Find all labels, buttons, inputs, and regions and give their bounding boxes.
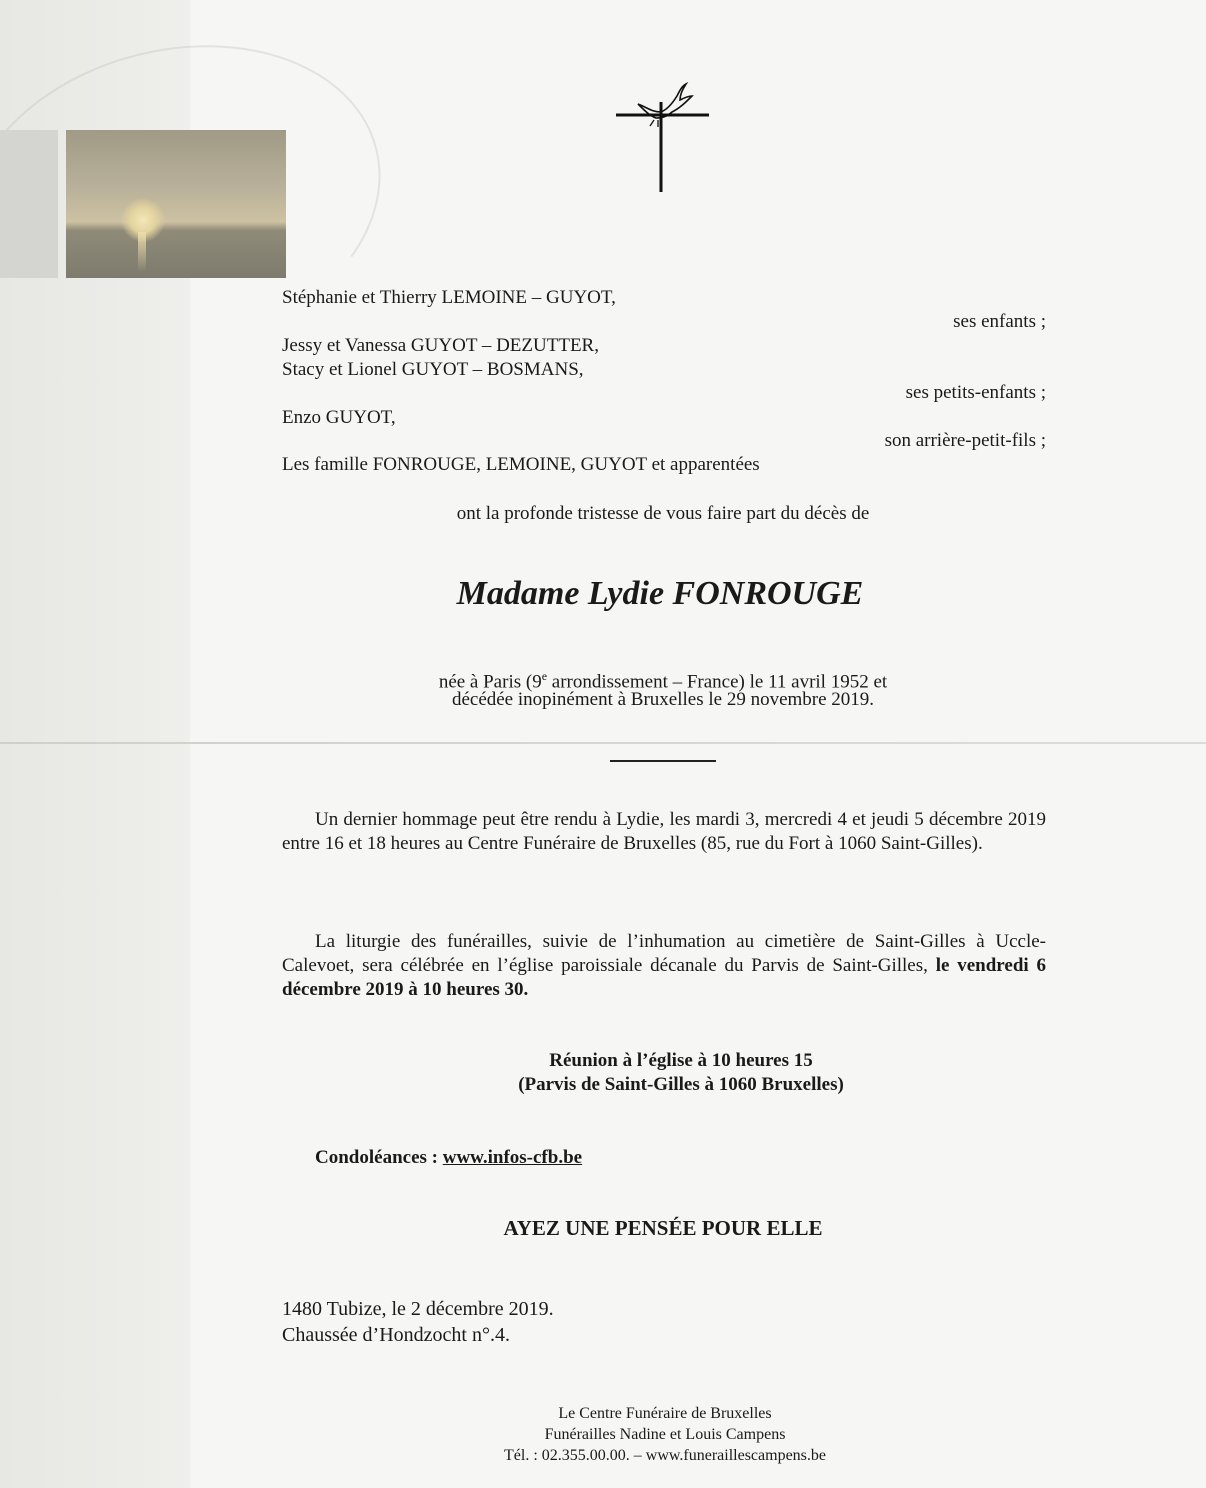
family-line-grandchildren-1: Jessy et Vanessa GUYOT – DEZUTTER, (282, 335, 599, 356)
death-line: décédée inopinément à Bruxelles le 29 novembre 2019. (451, 689, 875, 710)
role-children: ses enfants ; (953, 311, 1046, 332)
paper-fold-line (0, 742, 1206, 744)
liturgy-text: La liturgie des funérailles, suivie de l’inhumation au cimetière de Saint-Gilles à Uccle-Calevoet, sera célébrée en l’église paroissiale décanale du Parvis de Saint-Gilles, (282, 931, 1046, 976)
footer-line-1: Le Centre Funéraire de Bruxelles (558, 1405, 772, 1422)
footer-line-2: Funérailles Nadine et Louis Campens (544, 1426, 786, 1443)
condolences-link[interactable]: www.infos-cfb.be (442, 1147, 583, 1168)
family-line-children: Stéphanie et Thierry LEMOINE – GUYOT, (282, 287, 616, 308)
role-great-grandchild: son arrière-petit-fils ; (884, 430, 1046, 451)
photo-side-panel (0, 130, 58, 278)
sunset-photo (66, 130, 286, 278)
announcement-text: ont la profonde tristesse de vous faire part du décès de (456, 503, 870, 524)
liturgy-paragraph (282, 930, 1046, 1002)
cross-with-dove-icon (614, 80, 714, 196)
closing-text: AYEZ UNE PENSÉE POUR ELLE (503, 1216, 823, 1240)
condolences-label: Condoléances : (315, 1147, 443, 1168)
condolences-line (315, 1146, 582, 1170)
family-line-great-grandchild: Enzo GUYOT, (282, 407, 396, 428)
meeting-line-2: (Parvis de Saint-Gilles à 1060 Bruxelles) (518, 1074, 844, 1095)
deceased-name: Madame Lydie FONROUGE (456, 575, 864, 612)
homage-paragraph: Un dernier hommage peut être rendu à Lydie, les mardi 3, mercredi 4 et jeudi 5 décembre 2019 entre 16 et 18 heures au Centre Funéraire de Bruxelles (85, rue du Fort à 1060 Saint-Gilles). (282, 809, 1046, 854)
birth-superscript: e (541, 669, 548, 683)
family-line-grandchildren-2: Stacy et Lionel GUYOT – BOSMANS, (282, 359, 584, 380)
footer-line-3: Tél. : 02.355.00.00. – www.funeraillescampens.be (504, 1447, 826, 1464)
address-line-1: 1480 Tubize, le 2 décembre 2019. (282, 1298, 554, 1320)
liturgy-date: le vendredi 6 décembre 2019 à 10 heures 30. (282, 955, 1046, 1000)
role-grandchildren: ses petits-enfants ; (905, 382, 1046, 403)
meeting-line-1: Réunion à l’église à 10 heures 15 (549, 1050, 813, 1071)
birth-prefix: née à Paris (9 (438, 671, 542, 693)
address-line-2: Chaussée d’Hondzocht n°.4. (282, 1324, 510, 1346)
family-line-families: Les famille FONROUGE, LEMOINE, GUYOT et apparentées (282, 454, 760, 475)
sun-reflection (138, 232, 146, 272)
section-divider (610, 760, 716, 762)
birth-suffix: arrondissement – France) le 11 avril 1952 et (547, 671, 888, 693)
